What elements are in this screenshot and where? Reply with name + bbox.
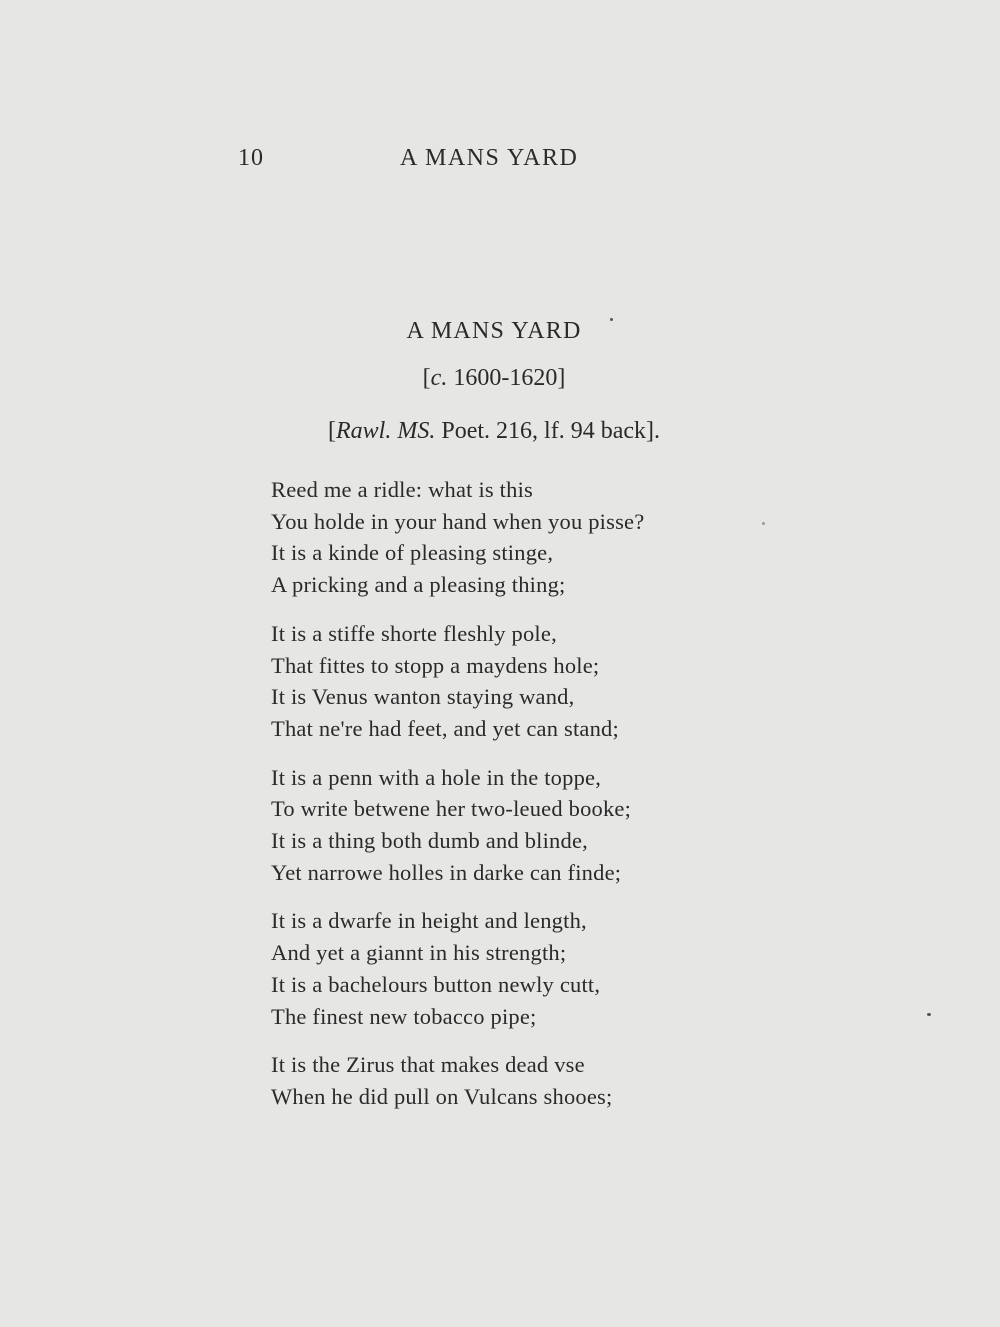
poem-line: It is a thing both dumb and blinde, — [271, 828, 588, 854]
poem-line: It is Venus wanton staying wand, — [271, 684, 575, 710]
paper-speck — [927, 1013, 931, 1016]
running-head — [0, 145, 1000, 181]
poem-line: It is a stiffe shorte fleshly pole, — [271, 620, 557, 646]
poem-line: And yet a giannt in his strength; — [271, 940, 567, 966]
poem-line: The finest new tobacco pipe; — [271, 1003, 537, 1029]
source-rawl: Rawl. — [336, 418, 392, 444]
poem-line: That fittes to stopp a maydens hole; — [271, 652, 600, 678]
poem-line: It is a kinde of pleasing stinge, — [271, 540, 554, 566]
stanza-5 — [271, 1049, 644, 1112]
poem-line: When he did pull on Vulcans shooes; — [271, 1083, 613, 1109]
poem-body — [271, 474, 644, 1130]
page-number: 10 — [238, 145, 264, 171]
poem-line: Reed me a ridle: what is this — [271, 477, 533, 502]
poem-line: To write betwene her two-leued booke; — [271, 796, 632, 822]
source-ms: MS. — [397, 418, 436, 444]
poem-line: That ne're had feet, and yet can stand; — [271, 715, 619, 741]
running-title: A MANS YARD — [400, 145, 579, 171]
stanza-3 — [271, 762, 644, 889]
poem-line: You holde in your hand when you pisse? — [271, 508, 645, 534]
date-years: 1600-1620] — [447, 365, 566, 391]
poem-date — [0, 365, 988, 392]
date-circa: c. — [430, 365, 448, 391]
poem-line: It is a penn with a hole in the toppe, — [271, 764, 602, 790]
poem-title: A MANS YARD — [406, 318, 582, 344]
stanza-2 — [271, 618, 644, 745]
poem-line: It is the Zirus that makes dead vse — [271, 1052, 585, 1078]
source-rest: Poet. 216, lf. 94 back]. — [435, 418, 660, 444]
paper-speck — [762, 522, 765, 525]
poem-line: It is a bachelours button newly cutt, — [271, 971, 601, 997]
stanza-4 — [271, 905, 644, 1032]
poem-line: Yet narrowe holles in darke can finde; — [271, 859, 622, 885]
stanza-1 — [271, 474, 644, 601]
paper-speck — [610, 318, 613, 321]
poem-line: A pricking and a pleasing thing; — [271, 572, 566, 598]
date-open-bracket: [ — [422, 365, 431, 391]
poem-source — [0, 418, 988, 445]
source-open-bracket: [ — [328, 418, 337, 444]
poem-line: It is a dwarfe in height and length, — [271, 908, 587, 934]
